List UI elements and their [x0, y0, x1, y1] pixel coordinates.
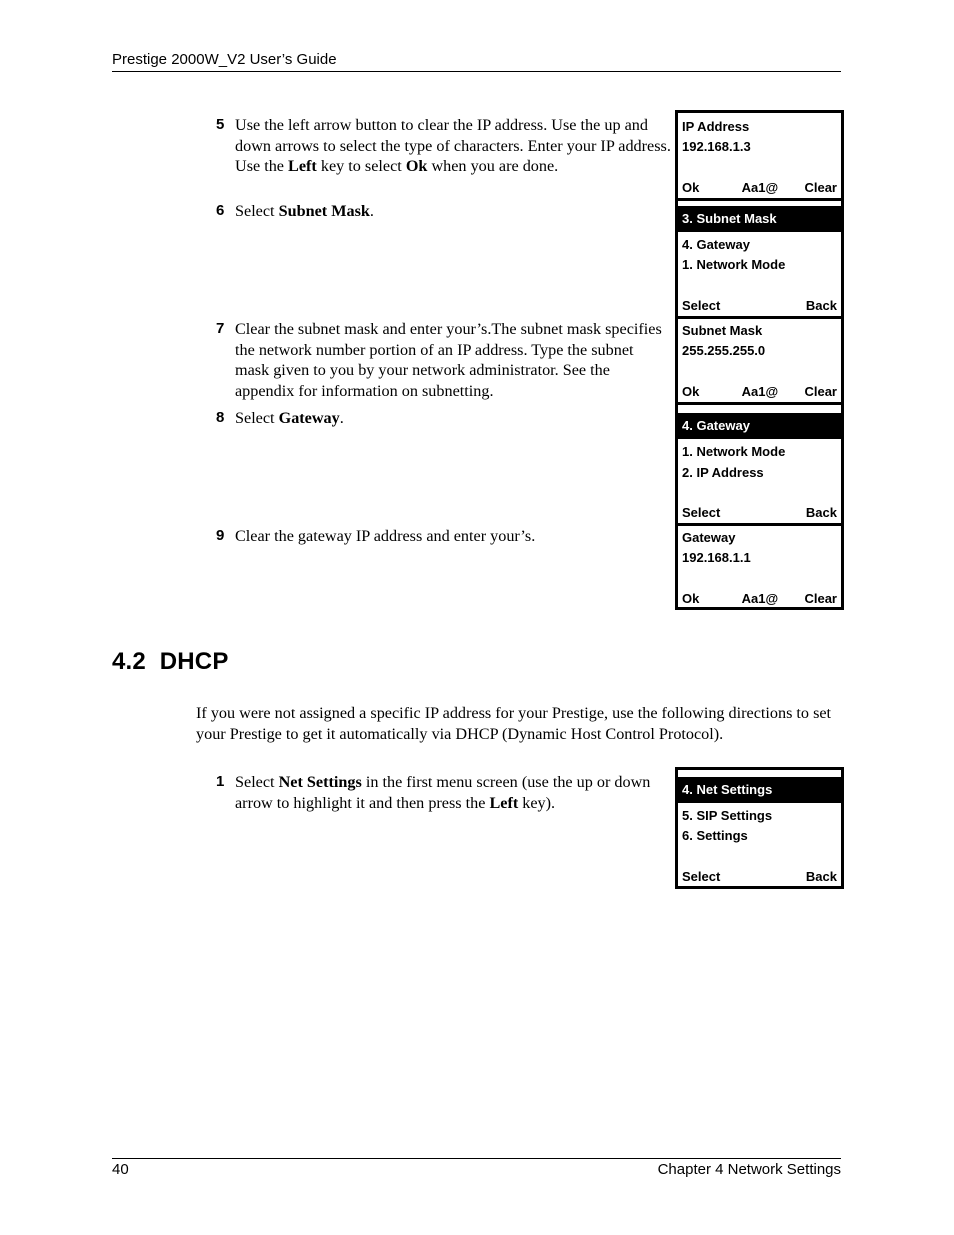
soft-key-charset[interactable]: Aa1@	[741, 591, 779, 606]
soft-keys	[682, 180, 837, 195]
screen-divider	[678, 316, 841, 319]
section-title: DHCP	[159, 648, 229, 675]
step-text: Select Subnet Mask.	[235, 202, 374, 220]
step-text: Select Gateway.	[235, 409, 344, 427]
soft-keys	[682, 384, 837, 399]
step-number: 8	[216, 409, 225, 426]
section-heading	[112, 648, 229, 676]
step-number: 7	[216, 320, 225, 337]
step-number: 5	[216, 116, 225, 133]
step-number: 1	[216, 773, 225, 790]
menu-highlight-net-settings[interactable]: 4. Net Settings	[678, 777, 841, 803]
soft-key-clear[interactable]: Clear	[804, 384, 837, 399]
step-number: 6	[216, 202, 225, 219]
step-number: 9	[216, 527, 225, 544]
section-number: 4.2	[112, 648, 146, 675]
menu-item-ip-address[interactable]: 2. IP Address	[682, 465, 764, 480]
menu-item-network-mode[interactable]: 1. Network Mode	[682, 257, 786, 272]
screen-value: 192.168.1.3	[682, 139, 751, 154]
screen-value: 255.255.255.0	[682, 343, 766, 358]
footer-rule	[112, 1158, 841, 1159]
soft-key-clear[interactable]: Clear	[804, 591, 837, 606]
step-text: Select Net Settings in the first menu screen (use the up or down arrow to highlight it and then press the Left key).	[235, 773, 651, 812]
menu-item-sip-settings[interactable]: 5. SIP Settings	[682, 808, 773, 823]
soft-keys	[682, 505, 837, 520]
screen-title: IP Address	[682, 119, 750, 134]
dhcp-step-1	[216, 772, 671, 813]
screen-value: 192.168.1.1	[682, 550, 751, 565]
menu-highlight-gateway[interactable]: 4. Gateway	[678, 413, 841, 439]
section-paragraph: If you were not assigned a specific IP address for your Prestige, use the following directions to set your Prestige to get it automatically via DHCP (Dynamic Host Control Protocol).	[196, 704, 832, 743]
soft-key-select[interactable]: Select	[682, 505, 721, 520]
soft-keys	[682, 298, 837, 313]
step-5	[216, 115, 671, 177]
step-6	[216, 201, 671, 222]
soft-keys	[682, 591, 837, 606]
soft-key-ok[interactable]: Ok	[682, 591, 700, 606]
step-text: Use the left arrow button to clear the IP address. Use the up and down arrows to select the type of characters. Enter your IP address. Use the Left key to select Ok when you are done.	[235, 116, 671, 176]
step-8	[216, 408, 671, 429]
soft-keys	[682, 869, 837, 884]
menu-item-settings[interactable]: 6. Settings	[682, 828, 748, 843]
chapter-footer: Chapter 4 Network Settings	[657, 1161, 841, 1178]
screen-divider	[678, 402, 841, 405]
soft-key-back[interactable]: Back	[805, 298, 837, 313]
soft-key-back[interactable]: Back	[805, 869, 837, 884]
step-7	[216, 319, 671, 401]
screen-divider	[678, 198, 841, 201]
soft-key-select[interactable]: Select	[682, 869, 721, 884]
soft-key-charset[interactable]: Aa1@	[741, 180, 779, 195]
step-text: Clear the gateway IP address and enter your’s.	[235, 527, 536, 545]
step-9	[216, 526, 671, 547]
menu-item-gateway[interactable]: 4. Gateway	[682, 237, 750, 252]
menu-highlight-subnet-mask[interactable]: 3. Subnet Mask	[678, 206, 841, 232]
header-rule	[112, 71, 841, 72]
soft-key-charset[interactable]: Aa1@	[741, 384, 779, 399]
phone-screen-stack	[675, 110, 844, 610]
step-text: Clear the subnet mask and enter your’s.The subnet mask specifies the network number portion of an IP address. Type the subnet mask given to you by your network administrator. See the appendix for information on subnetting.	[235, 320, 662, 400]
menu-item-network-mode[interactable]: 1. Network Mode	[682, 444, 786, 459]
soft-key-back[interactable]: Back	[805, 505, 837, 520]
page-number: 40	[112, 1161, 129, 1178]
screen-divider	[678, 523, 841, 526]
soft-key-clear[interactable]: Clear	[804, 180, 837, 195]
soft-key-ok[interactable]: Ok	[682, 384, 700, 399]
soft-key-select[interactable]: Select	[682, 298, 721, 313]
soft-key-ok[interactable]: Ok	[682, 180, 700, 195]
screen-title: Subnet Mask	[682, 323, 763, 338]
running-header: Prestige 2000W_V2 User’s Guide	[112, 51, 337, 68]
screen-title: Gateway	[682, 530, 736, 545]
phone-screen-net-settings	[675, 767, 844, 889]
